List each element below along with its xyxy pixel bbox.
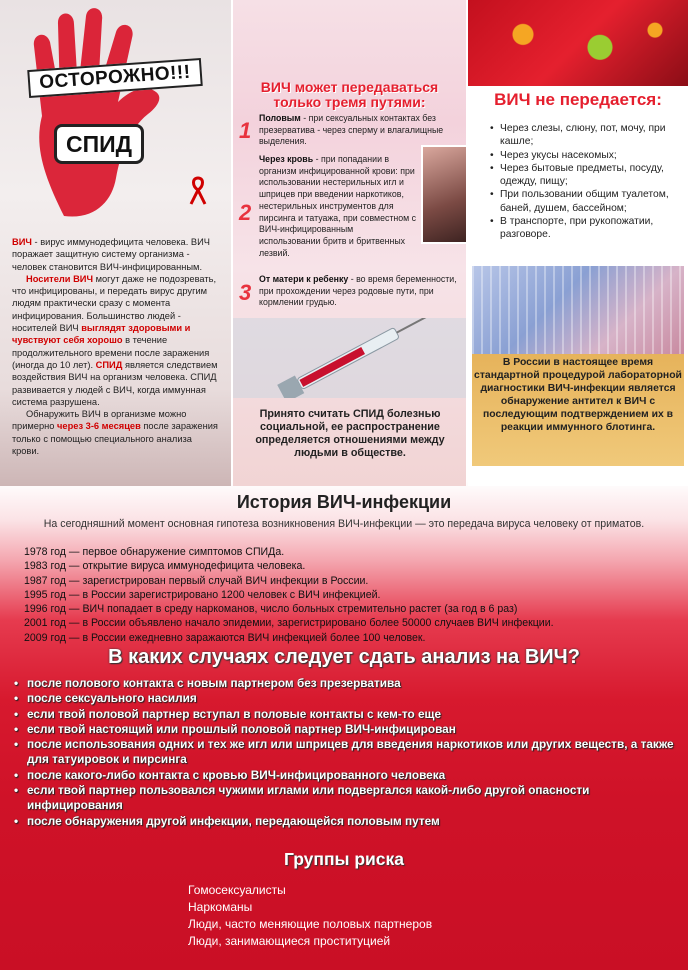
way-head: Половым: [259, 113, 301, 123]
not-transmitted-list: [490, 122, 686, 242]
not-transmitted-title: ВИЧ не передается:: [494, 90, 662, 109]
body-text: в течение продолжительного времени после заражения (иногда до 10 лет).: [12, 335, 210, 370]
history-hypothesis: На сегодняшний момент основная гипотеза возникновения ВИЧ-инфекции — это передача вируса человеку от приматов.: [43, 518, 645, 530]
column-intro: [0, 0, 231, 486]
timeline-item: 2009 год — в России ежедневно заражаются ВИЧ инфекцией более 100 человек.: [24, 631, 426, 644]
way-mother: [259, 274, 457, 309]
way-number: 3: [239, 280, 252, 305]
intro-paragraph: [12, 273, 218, 408]
timeline-item: 2001 год — в России объявлено начало эпидемии, зарегистрировано более 50000 случаев ВИЧ инфекции.: [24, 617, 554, 630]
timeline-item: 1995 год — в России зарегистрировано 1200 человек с ВИЧ инфекцией.: [24, 588, 381, 601]
diagnostics-box: [472, 354, 684, 466]
risk-group-item: Гомосексуалисты: [188, 883, 286, 897]
transmission-title-line2: только тремя путями:: [273, 94, 426, 110]
risk-group-item: Люди, часто меняющие половых партнеров: [188, 917, 433, 931]
history-timeline: [24, 545, 674, 645]
body-text: после заражения только с помощью специального анализа крови.: [12, 421, 218, 457]
not-transmitted-item: • Через слезы, слюну, пот, мочу, при кашле;: [490, 122, 686, 149]
syringe-icon: [233, 318, 466, 398]
red-hand-icon: [24, 6, 174, 226]
body-text: является следствием воздействия ВИЧ на организм человека. СПИД развивается у людей с ВИЧ, когда иммунная система разрушена.: [12, 359, 218, 407]
not-transmitted-item: • При пользовании общим туалетом, баней, душем, бассейном;: [490, 188, 686, 215]
highlight-text: выглядят здоровыми и чувствуют себя хорошо: [12, 323, 191, 346]
column-not-transmitted: [468, 0, 688, 486]
transmission-title-line1: ВИЧ может передаваться: [260, 79, 439, 95]
way-text: - при попадании в организм инфицированной крови: при использовании нестерильных игл и шприцев при введении наркотиков, нестерильных инструментов для пирсинга и татуажа, при совместном с ВИЧ-инфицированным использовании бритв и бритвенных лезвий.: [259, 154, 417, 258]
timeline-item: 1978 год — первое обнаружение симптомов СПИДа.: [24, 546, 285, 558]
risk-group-item: Наркоманы: [188, 900, 253, 914]
highlight-text: через 3-6 месяцев: [57, 421, 141, 432]
when-to-test-item: • после обнаружения другой инфекции, передающейся половым путем: [14, 814, 674, 829]
when-to-test-item: • после какого-либо контакта с кровью ВИЧ-инфицированного человека: [14, 768, 674, 783]
not-transmitted-item: • Через укусы насекомых;: [490, 149, 686, 162]
timeline-item: 1987 год — зарегистрирован первый случай ВИЧ инфекции в России.: [24, 574, 369, 587]
social-disease-note: Принято считать СПИД болезнью социальной, ее распространение определяется отношениями между людьми в обществе.: [255, 408, 445, 459]
intro-paragraph: [12, 408, 218, 457]
way-head: Через кровь: [259, 154, 314, 164]
couple-photo: [421, 145, 466, 244]
risk-group-item: Люди, занимающиеся проституцией: [188, 934, 391, 948]
way-head: От матери к ребенку: [259, 274, 349, 284]
lab-image-overlay: [472, 266, 684, 354]
risk-groups-list: [188, 882, 588, 950]
timeline-item: 1983 год — открытие вируса иммунодефицита человека.: [24, 560, 306, 573]
diagnostics-text: В России в настоящее время стандартной процедурой лабораторной диагностики ВИЧ-инфекции является обнаружение антител к ВИЧ с последующим подтверждением их в реакции иммунного блотинга.: [474, 357, 682, 433]
when-to-test-item: • если твой половой партнер вступал в половые контакты с кем-то еще: [14, 707, 674, 722]
way-text: - при сексуальных контактах без презерватива - через сперму и влагалищные выделения.: [259, 113, 444, 147]
virus-image: [468, 0, 688, 86]
when-to-test-list: [14, 676, 674, 829]
body-text: - вирус иммунодефицита человека. ВИЧ поражает защитную систему организма - человек становится ВИЧ-инфицированным.: [12, 237, 210, 272]
way-number: 1: [239, 118, 252, 143]
aids-ribbon-icon: [188, 176, 208, 206]
column-transmission: [233, 0, 466, 486]
highlight-text: ВИЧ: [12, 237, 32, 247]
when-to-test-item: • если твой партнер пользовался чужими иглами или подвергался какой-либо другой опасности инфицирования: [14, 783, 674, 814]
way-text: - во время беременности, при прохождении через родовые пути, при кормлении грудью.: [259, 274, 457, 308]
way-blood: [259, 154, 417, 259]
risk-groups-title: Группы риска: [283, 849, 405, 869]
when-to-test-item: • если твой настоящий или прошлый половой партнер ВИЧ-инфицирован: [14, 722, 674, 737]
when-to-test-item: • после сексуального насилия: [14, 691, 674, 706]
not-transmitted-item: • В транспорте, при рукопожатии, разговоре.: [490, 215, 686, 242]
when-to-test-item: • после использования одних и тех же игл или шприцев для введения наркотиков или других веществ, а также для татуировок и пирсинга: [14, 737, 674, 768]
timeline-item: 1996 год — ВИЧ попадает в среду наркоманов, число больных стремительно растет (за год в 6 раз): [24, 603, 518, 616]
transmission-title: [233, 80, 466, 110]
not-transmitted-item: • Через бытовые предметы, посуду, одежду, пищу;: [490, 162, 686, 189]
intro-text: [12, 236, 218, 457]
intro-paragraph: [12, 236, 218, 273]
aids-badge: СПИД: [54, 124, 144, 164]
when-to-test-title: В каких случаях следует сдать анализ на ВИЧ?: [108, 646, 580, 668]
warning-label: ОСТОРОЖНО!!!: [27, 58, 203, 98]
highlight-text: СПИД: [95, 359, 123, 370]
body-text: Обнаружить ВИЧ в организме можно примерно: [12, 409, 187, 432]
way-number: 2: [239, 200, 252, 225]
history-title: История ВИЧ-инфекции: [236, 492, 452, 512]
body-text: могут даже не подозревать, что инфицированы, и передать вирус другим людям практически сразу с момента инфицирования. Большинство людей - носителей ВИЧ: [12, 273, 217, 334]
way-sexual: [259, 113, 457, 148]
when-to-test-item: • после полового контакта с новым партнером без презерватива: [14, 676, 674, 691]
highlight-text: Носители ВИЧ: [26, 273, 94, 284]
